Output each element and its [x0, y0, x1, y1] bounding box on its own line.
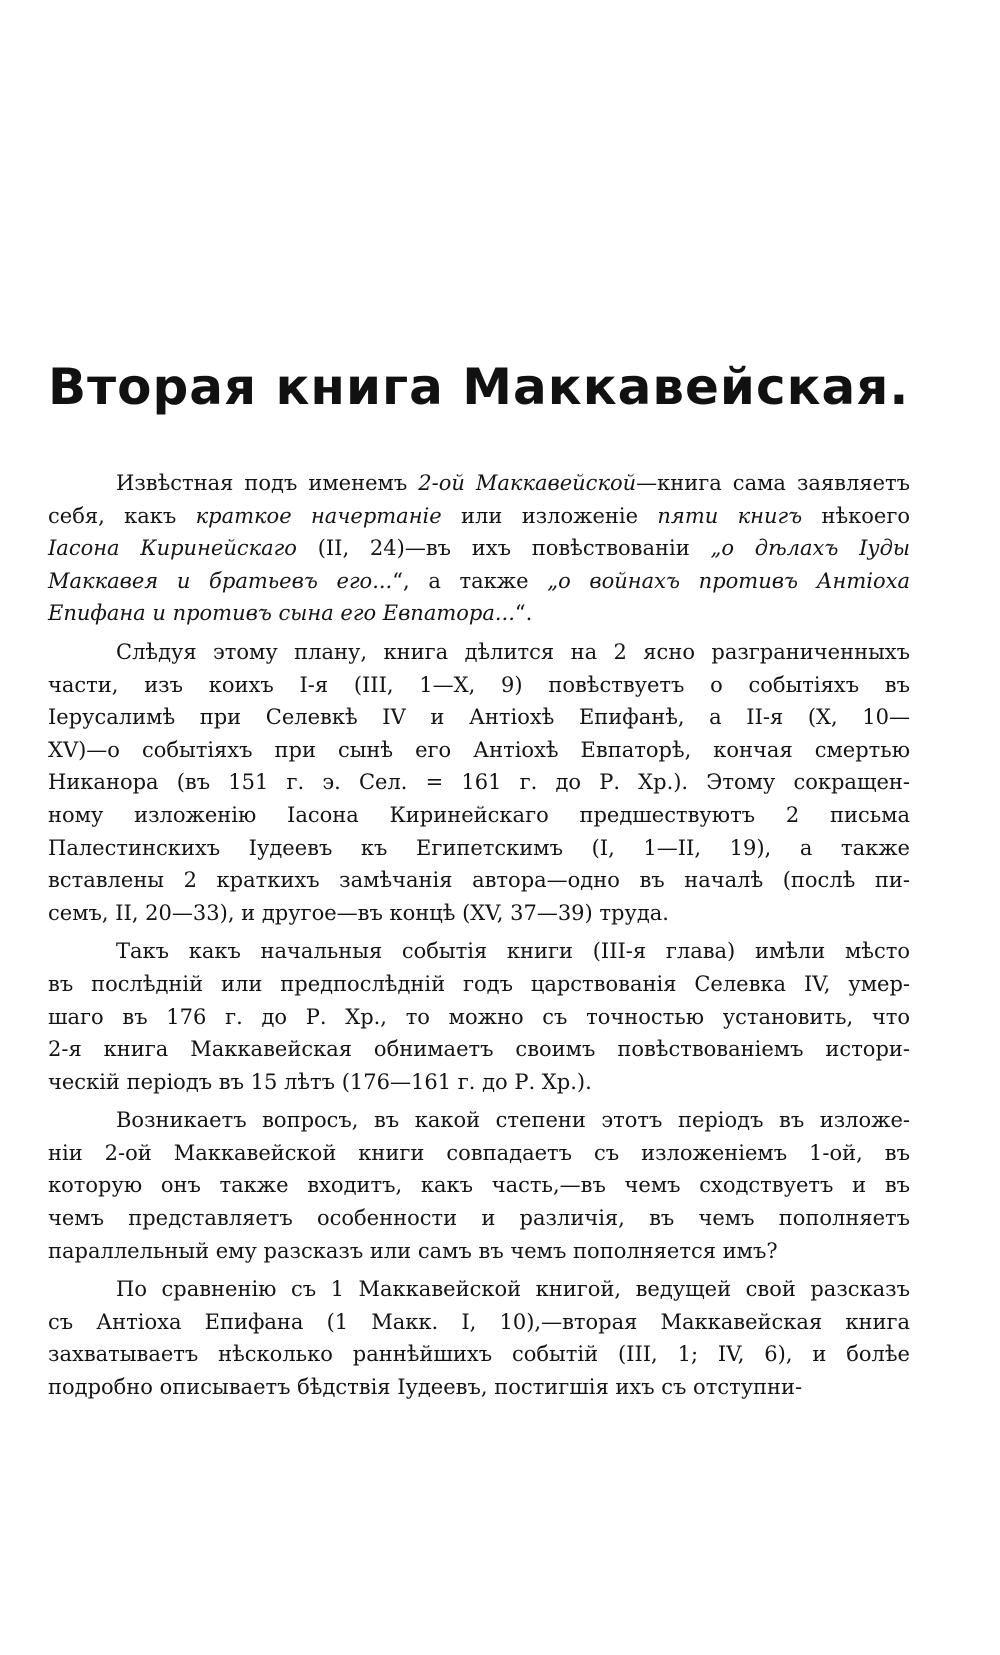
text-segment: —книга сама заявляетъ	[636, 471, 910, 495]
text-segment: ніи 2-ой Маккавейской книги совпадаетъ съ изложеніемъ 1-ой, въ	[48, 1140, 910, 1165]
text-segment: себя, какъ	[48, 503, 196, 528]
paragraph	[48, 935, 910, 1098]
text-segment: захватываетъ нѣсколько раннѣйшихъ событій (III, 1; IV, 6), и болѣе	[48, 1342, 910, 1367]
text-segment: “, а также	[392, 568, 548, 593]
text-line	[48, 832, 910, 865]
text-segment: ческій періодъ въ 15 лѣтъ (176—161 г. до Р. Хр.).	[48, 1069, 592, 1094]
text-segment: (II, 24)—въ ихъ повѣствованіи	[296, 536, 711, 561]
text-line	[48, 1066, 910, 1099]
text-line	[48, 1202, 910, 1235]
italic-text: Епифана и противъ сына его Евпатора...	[48, 601, 515, 626]
text-segment: Іерусалимѣ при Селевкѣ IV и Антіохѣ Епифанѣ, а II-я (X, 10—	[48, 705, 910, 730]
text-line	[48, 968, 910, 1001]
paragraph	[48, 1104, 910, 1267]
text-line	[48, 1338, 910, 1371]
text-line	[48, 1137, 910, 1170]
paragraph	[48, 467, 910, 630]
text-segment: части, изъ коихъ I-я (III, 1—X, 9) повѣствуетъ о событіяхъ въ	[48, 672, 910, 697]
text-line	[48, 532, 910, 565]
text-segment: съ Антіоха Епифана (1 Макк. I, 10),—вторая Маккавейская книга	[48, 1309, 910, 1334]
text-segment: “.	[514, 601, 533, 626]
text-segment: 2-я книга Маккавейская обнимаетъ своимъ повѣствованіемъ истори-	[48, 1037, 910, 1062]
text-line	[48, 500, 910, 533]
text-segment: которую онъ также входитъ, какъ часть,—въ чемъ сходствуетъ и въ	[48, 1173, 910, 1198]
text-line	[48, 701, 910, 734]
text-line	[48, 766, 910, 799]
text-line	[48, 1169, 910, 1202]
text-segment: шаго въ 176 г. до Р. Хр., то можно съ точностью установить, что	[48, 1004, 910, 1029]
italic-text: „о войнахъ противъ Антіоха	[547, 568, 911, 593]
text-segment: По сравненію съ 1 Маккавейской книгой, ведущей свой разсказъ	[116, 1277, 910, 1302]
text-segment: Такъ какъ начальныя событія книги (III-я глава) имѣли мѣсто	[116, 939, 910, 964]
italic-text: краткое начертаніе	[195, 503, 442, 528]
text-line	[48, 467, 910, 500]
text-line	[48, 1033, 910, 1066]
text-segment: Извѣстная подъ именемъ	[116, 471, 419, 495]
text-segment: нѣкоего	[802, 503, 910, 528]
paragraph	[48, 1273, 910, 1403]
text-line	[48, 565, 910, 598]
text-segment: Возникаетъ вопросъ, въ какой степени этотъ періодъ въ изложе-	[116, 1108, 910, 1133]
italic-text: Маккавея и братьевъ его...	[48, 568, 393, 593]
text-line	[48, 864, 910, 897]
text-line	[48, 734, 910, 767]
italic-text: пяти книгъ	[657, 503, 803, 528]
text-segment: ному изложенію Іасона Киринейскаго предшествуютъ 2 письма	[48, 802, 910, 827]
body-text	[48, 467, 910, 1410]
italic-text: 2-ой Маккавейской	[418, 471, 637, 495]
text-line	[48, 1001, 910, 1034]
text-segment: чемъ представляетъ особенности и различія, въ чемъ пополняетъ	[48, 1206, 910, 1231]
text-line	[48, 1306, 910, 1339]
text-segment: параллельный ему разсказъ или самъ въ чемъ пополняется имъ?	[48, 1238, 778, 1263]
text-line	[48, 1371, 910, 1404]
text-line	[48, 1104, 910, 1137]
text-line	[48, 597, 910, 630]
italic-text: Іасона Киринейскаго	[48, 536, 297, 561]
text-line	[48, 935, 910, 968]
text-line	[48, 799, 910, 832]
text-segment: Слѣдуя этому плану, книга дѣлится на 2 ясно разграниченныхъ	[116, 639, 910, 664]
text-segment: или изложеніе	[441, 503, 658, 528]
text-segment: XV)—о событіяхъ при сынѣ его Антіохѣ Евпаторѣ, кончая смертью	[48, 737, 910, 762]
text-segment: Палестинскихъ Іудеевъ къ Египетскимъ (I, 1—II, 19), а также	[48, 835, 910, 860]
text-segment: подробно описываетъ бѣдствія Іудеевъ, постигшія ихъ съ отступни-	[48, 1375, 803, 1400]
text-segment: Никанора (въ 151 г. э. Сел. = 161 г. до Р. Хр.). Этому сокращен-	[48, 770, 910, 795]
paragraph	[48, 636, 910, 929]
text-segment: семъ, II, 20—33), и другое—въ концѣ (XV, 37—39) труда.	[48, 900, 669, 925]
page-title: Вторая книга Маккавейская.	[48, 358, 910, 416]
text-line	[48, 636, 910, 669]
text-segment: вставлены 2 краткихъ замѣчанія автора—одно въ началѣ (послѣ пи-	[48, 868, 910, 893]
italic-text: „о дѣлахъ Іуды	[710, 536, 910, 561]
text-line	[48, 1235, 910, 1268]
text-line	[48, 897, 910, 930]
text-line	[48, 1273, 910, 1306]
text-segment: въ послѣдній или предпослѣдній годъ царствованія Селевка IV, умер-	[48, 971, 910, 996]
text-line	[48, 669, 910, 702]
